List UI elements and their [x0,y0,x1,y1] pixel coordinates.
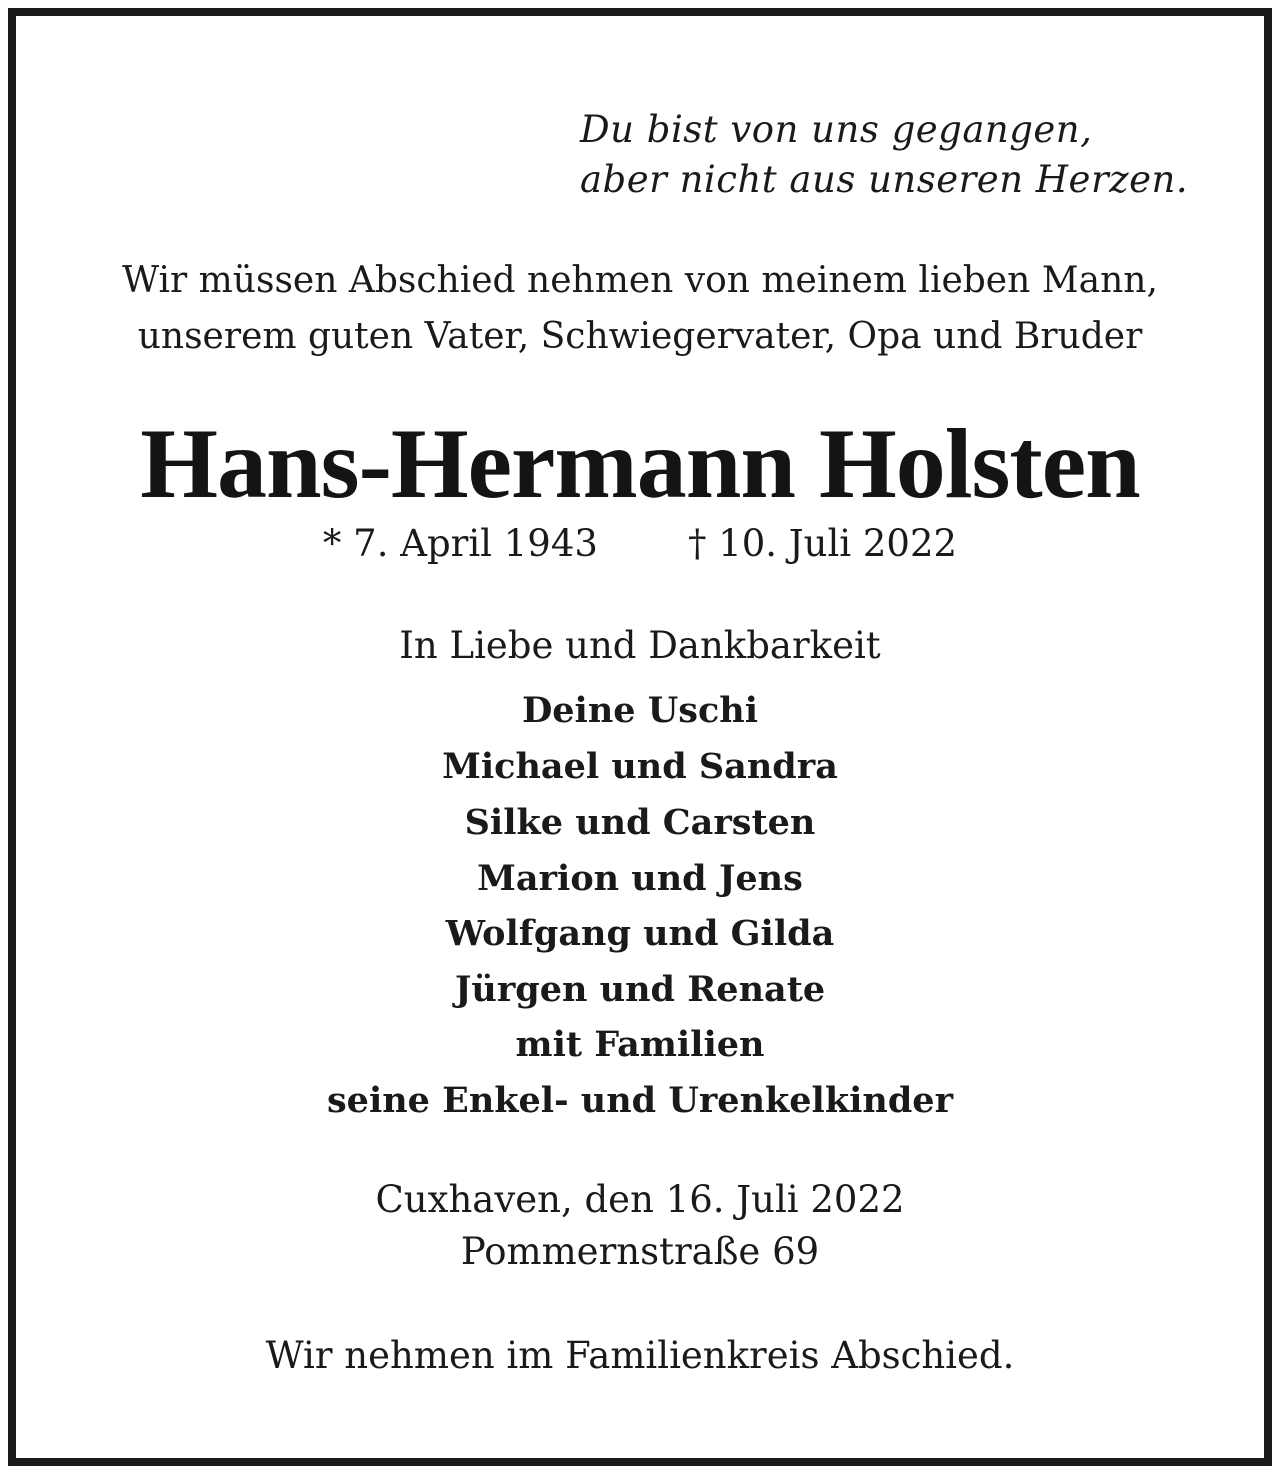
deceased-name: Hans-Hermann Holsten [140,408,1140,519]
mourner-line: Jürgen und Renate [454,969,826,1010]
obituary-notice [8,8,1272,1466]
life-dates [16,522,1264,565]
place-date: Cuxhaven, den 16. Juli 2022 [375,1178,905,1221]
mourner-line: Marion und Jens [477,858,803,899]
death-date: † 10. Juli 2022 [687,522,958,565]
intro-line-1: Wir müssen Abschied nehmen von meinem lieben Mann, [122,260,1158,301]
mourner-line: Michael und Sandra [442,746,838,787]
motto-line-2: aber nicht aus unseren Herzen. [580,158,1189,201]
address: Pommernstraße 69 [460,1230,820,1273]
closing-note: Wir nehmen im Familienkreis Abschied. [265,1334,1015,1377]
mourner-line: Deine Uschi [521,690,759,731]
birth-date: * 7. April 1943 [322,522,598,565]
motto-line-1: Du bist von uns gegangen, [580,108,1093,151]
mourner-line: mit Familien [515,1024,765,1065]
mourner-line: Wolfgang und Gilda [445,913,835,954]
mourner-line: Silke und Carsten [464,802,816,843]
dedication: In Liebe und Dankbarkeit [399,624,881,667]
intro-line-2: unserem guten Vater, Schwiegervater, Opa und Bruder [137,316,1143,357]
mourner-line: seine Enkel- und Urenkelkinder [326,1080,954,1121]
